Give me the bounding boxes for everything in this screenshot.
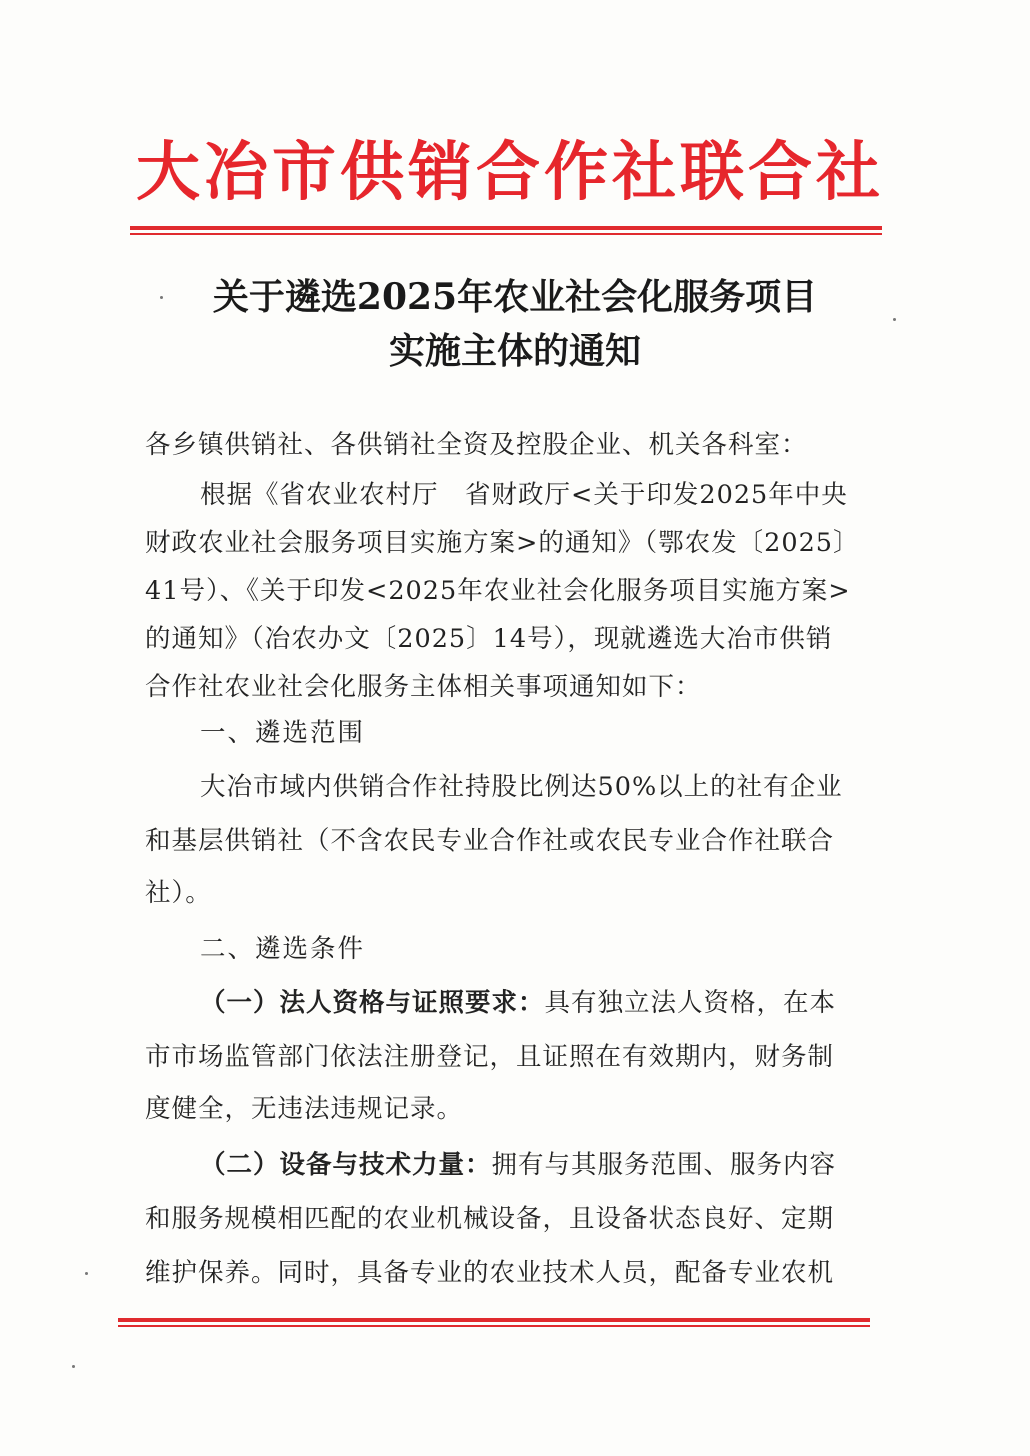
document-title bbox=[120, 270, 910, 378]
paragraph-line: 和基层供销社（不含农民专业合作社或农民专业合作社联合 bbox=[145, 826, 835, 856]
scan-speck bbox=[893, 318, 896, 321]
paragraph-line: 合作社农业社会化服务主体相关事项通知如下： bbox=[145, 672, 702, 702]
paragraph-line bbox=[200, 1148, 865, 1182]
paragraph-line: 根据《省农业农村厅 省财政厅<关于印发2025年中央 bbox=[200, 480, 848, 510]
item-text: 具有独立法人资格，在本 bbox=[544, 988, 837, 1018]
paragraph-line: 市市场监管部门依法注册登记，且证照在有效期内，财务制 bbox=[145, 1042, 835, 1072]
scan-speck bbox=[85, 1272, 88, 1275]
red-footer-rule bbox=[118, 1318, 870, 1327]
salutation: 各乡镇供销社、各供销社全资及控股企业、机关各科室： bbox=[145, 430, 808, 460]
document-title-line-1: 关于遴选2025年农业社会化服务项目 bbox=[212, 276, 818, 318]
item-text: 拥有与其服务范围、服务内容 bbox=[491, 1150, 837, 1180]
item-label: （一）法人资格与证照要求： bbox=[200, 988, 545, 1018]
org-header-title: 大冶市供销合作社联合社 bbox=[136, 136, 884, 210]
section-heading-conditions: 二、遴选条件 bbox=[200, 934, 366, 964]
scan-speck bbox=[72, 1365, 75, 1368]
paragraph-line: 维护保养。同时，具备专业的农业技术人员，配备专业农机 bbox=[145, 1258, 835, 1288]
red-header-rule bbox=[130, 226, 882, 235]
paragraph-line: 41号）、《关于印发<2025年农业社会化服务项目实施方案> bbox=[145, 576, 851, 606]
paragraph-line: 大冶市域内供销合作社持股比例达50%以上的社有企业 bbox=[200, 772, 843, 802]
paragraph-line: 财政农业社会服务项目实施方案>的通知》（鄂农发〔2025〕 bbox=[145, 528, 860, 558]
paragraph-line: 和服务规模相匹配的农业机械设备，且设备状态良好、定期 bbox=[145, 1204, 835, 1234]
item-label: （二）设备与技术力量： bbox=[200, 1150, 492, 1180]
document-title-line-2: 实施主体的通知 bbox=[388, 330, 641, 372]
paragraph-line: 的通知》（冶农办文〔2025〕14号），现就遴选大冶市供销 bbox=[145, 624, 833, 654]
paragraph-line: 社）。 bbox=[145, 878, 212, 908]
paragraph-line: 度健全，无违法违规记录。 bbox=[145, 1094, 464, 1124]
section-heading-scope: 一、遴选范围 bbox=[200, 718, 366, 748]
paragraph-line bbox=[200, 986, 865, 1020]
scan-speck bbox=[160, 296, 163, 299]
